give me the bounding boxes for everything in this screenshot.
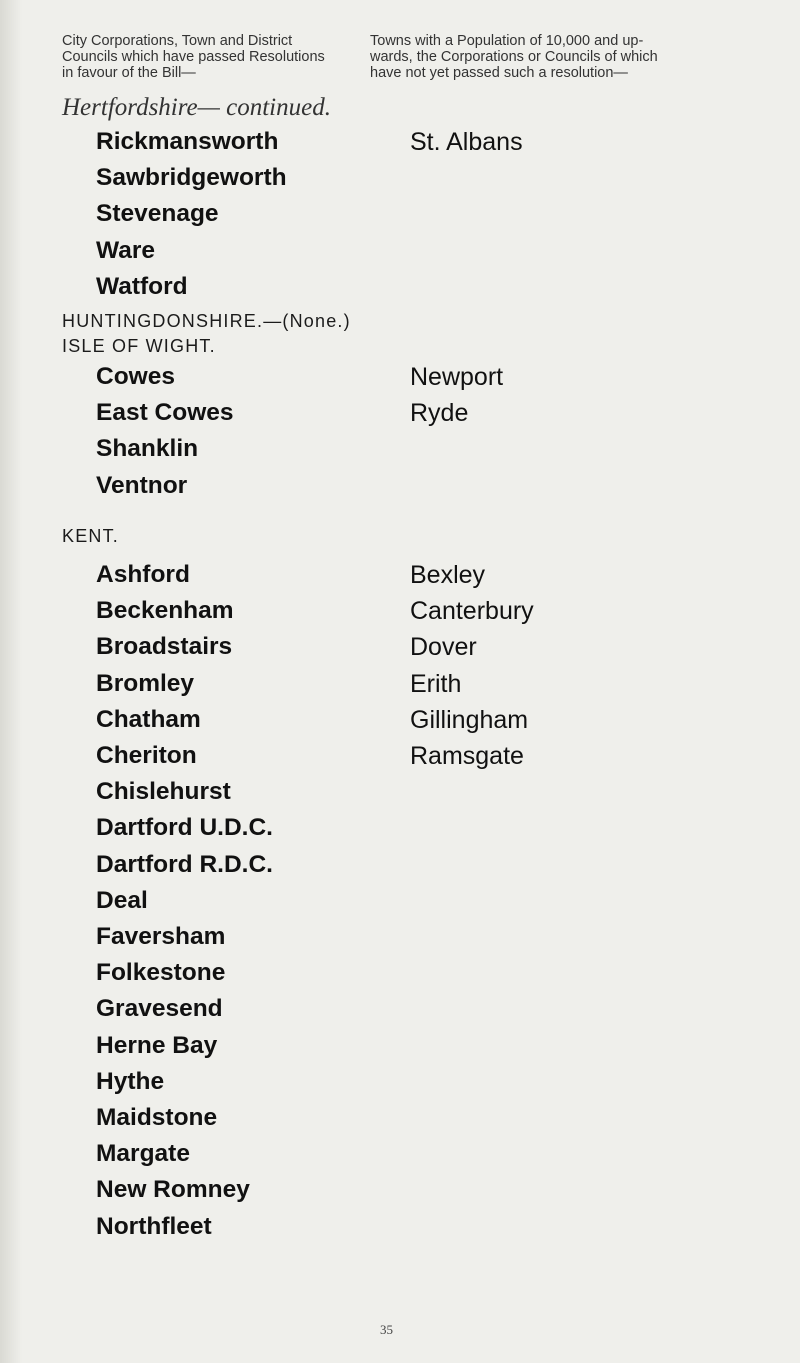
hertfordshire-passed-list [96, 124, 287, 305]
section-subtitle: Hertfordshire— continued. [62, 94, 331, 121]
town-name: Sawbridgeworth [96, 164, 287, 192]
hertfordshire-not-passed-list [410, 124, 523, 160]
town-name: Watford [96, 272, 188, 300]
right-header-line: have not yet passed such a resolution— [370, 65, 628, 81]
town-name: Bromley [96, 669, 195, 697]
town-name: New Romney [96, 1176, 250, 1204]
town-name: Cheriton [96, 742, 197, 770]
town-name: Ashford [96, 561, 190, 588]
left-header-line: City Corporations, Town and District [62, 33, 293, 49]
left-header-line: Councils which have passed Resolutions [62, 49, 325, 65]
town-name: Beckenham [96, 597, 234, 625]
town-name: Ventnor [96, 471, 188, 499]
town-name: Margate [96, 1140, 190, 1168]
town-name: Erith [410, 669, 462, 698]
town-name: Deal [96, 886, 148, 914]
town-name: Dover [410, 633, 477, 662]
town-name: East Cowes [96, 399, 234, 427]
town-name: Canterbury [410, 597, 534, 626]
left-header-line: in favour of the Bill— [62, 65, 196, 81]
huntingdonshire-heading: HUNTINGDONSHIRE.—(None.) [62, 311, 351, 331]
town-name: Gravesend [96, 995, 223, 1023]
town-name: Bexley [410, 561, 486, 589]
town-name: Maidstone [96, 1104, 218, 1132]
town-name: Dartford R.D.C. [96, 850, 273, 878]
kent-passed-list [96, 557, 273, 1245]
isle-of-wight-heading: ISLE OF WIGHT. [62, 336, 216, 356]
town-name: Northfleet [96, 1212, 212, 1240]
kent-not-passed-list [410, 557, 534, 774]
town-name: Dartford U.D.C. [96, 814, 273, 842]
town-name: Rickmansworth [96, 128, 279, 155]
town-name: Stevenage [96, 200, 219, 228]
town-name: Chatham [96, 705, 201, 733]
page-number: 35 [380, 1322, 393, 1337]
page-edge-shadow [0, 0, 22, 1363]
town-name: Shanklin [96, 435, 199, 463]
left-column-header [62, 33, 367, 81]
right-header-line: Towns with a Population of 10,000 and up- [370, 33, 644, 49]
town-name: Ramsgate [410, 742, 524, 771]
right-column-header [370, 33, 795, 81]
town-name: Newport [410, 363, 504, 391]
town-name: Chislehurst [96, 778, 231, 806]
town-name: Herne Bay [96, 1031, 218, 1059]
town-name: Ryde [410, 399, 469, 428]
town-name: Faversham [96, 923, 226, 951]
town-name: Ware [96, 236, 156, 264]
town-name: St. Albans [410, 128, 523, 156]
town-name: Hythe [96, 1067, 165, 1095]
isle-of-wight-not-passed-list [410, 359, 503, 431]
town-name: Cowes [96, 363, 175, 390]
town-name: Folkestone [96, 959, 226, 987]
right-header-line: wards, the Corporations or Councils of which [370, 49, 658, 65]
isle-of-wight-passed-list [96, 359, 234, 504]
town-name: Broadstairs [96, 633, 233, 661]
kent-heading: KENT. [62, 526, 120, 546]
town-name: Gillingham [410, 705, 529, 734]
